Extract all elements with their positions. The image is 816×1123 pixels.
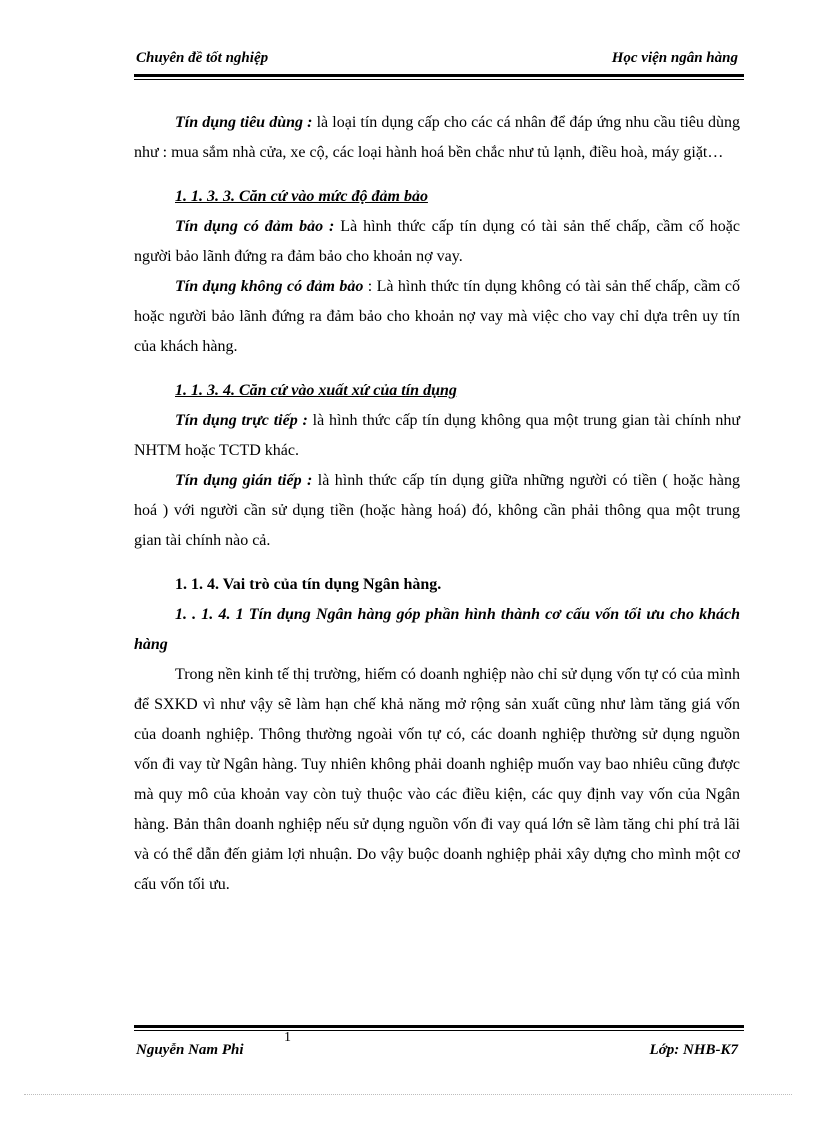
text-direct-credit: là hình thức cấp tín dụng không qua một trung gian tài chính như NHTM hoặc TCTD khác. [134,412,741,459]
paragraph-direct-credit [134,406,740,466]
header-rule-thick [134,74,744,77]
footer-class: Lớp: NHB-K7 [649,1042,738,1058]
text-secured-credit: Là hình thức cấp tín dụng có tài sản thế chấp, cầm cố hoặc người bảo lãnh đứng ra đảm bảo cho khoản nợ vay. [134,218,740,265]
header-rule-thin [134,79,744,80]
page-boundary [24,1094,792,1095]
paragraph-secured-credit [134,212,740,272]
term-indirect-credit: Tín dụng gián tiếp : [175,472,313,489]
footer-author: Nguyễn Nam Phi [136,1042,244,1058]
text-unsecured-credit: : Là hình thức tín dụng không có tài sản thế chấp, cầm cố hoặc người bảo lãnh đứng ra đảm bảo cho khoản nợ vay mà việc cho vay chỉ dựa trên uy tín của khách hàng. [134,278,741,355]
header-left-title: Chuyên đề tốt nghiệp [136,50,269,66]
page-number: 1 [284,1030,291,1045]
text-indirect-credit: là hình thức cấp tín dụng giữa những người có tiền ( hoặc hàng hoá ) với người cần sử dụng tiền (hoặc hàng hoá) đó, không cần phải thông qua một trung gian tài chính nào cả. [134,472,741,549]
term-secured-credit: Tín dụng có đảm bảo : [175,218,335,235]
heading-origin [134,376,740,406]
term-consumer-credit: Tín dụng tiêu dùng : [175,114,313,131]
paragraph-indirect-credit [134,466,740,556]
heading-role: 1. 1. 4. Vai trò của tín dụng Ngân hàng. [175,576,442,593]
heading-origin-text: 1. 1. 3. 4. Căn cứ vào xuất xứ của tín dụng [175,382,457,399]
paragraph-unsecured-credit [134,272,740,362]
page-footer [134,1032,740,1062]
page-header [134,46,740,72]
spacer [134,556,740,570]
spacer [134,168,740,182]
paragraph-capital-structure: Trong nền kinh tế thị trường, hiếm có doanh nghiệp nào chỉ sử dụng vốn tự có của mình để SXKD vì như vậy sẽ làm hạn chế khả năng mở rộng sản xuất cũng như làm tăng giá vốn của doanh nghiệp. Thông thường ngoài vốn tự có, các doanh nghiệp thường sử dụng nguồn vốn đi vay từ Ngân hàng. Tuy nhiên không phải doanh nghiệp muốn vay bao nhiêu cũng được mà quy mô của khoản vay còn tuỳ thuộc vào các điều kiện, các quy định vay vốn của Ngân hàng. Bản thân doanh nghiệp nếu sử dụng nguồn vốn đi vay quá lớn sẽ làm tăng chi phí trả lãi và có thể dẫn đến giảm lợi nhuận. Do vậy buộc doanh nghiệp phải xây dựng cho mình một cơ cấu vốn tối ưu. [134,666,740,893]
footer-rule-thin [134,1030,744,1031]
term-direct-credit: Tín dụng trực tiếp : [175,412,308,429]
body-text [134,108,740,900]
heading-capital-structure: 1. . 1. 4. 1 Tín dụng Ngân hàng góp phần hình thành cơ cấu vốn tối ưu cho khách hàng [134,606,740,653]
heading-guarantee-text: 1. 1. 3. 3. Căn cứ vào mức độ đảm bảo [175,188,428,205]
header-right-title: Học viện ngân hàng [611,50,738,66]
paragraph-consumer-credit [134,108,740,168]
text-consumer-credit: là loại tín dụng cấp cho các cá nhân để đáp ứng nhu cầu tiêu dùng như : mua sắm nhà cửa, xe cộ, các loại hành hoá bền chắc như tủ lạnh, điều hoà, máy giặt… [134,114,740,161]
spacer [134,362,740,376]
footer-rule-thick [134,1025,744,1028]
term-unsecured-credit: Tín dụng không có đảm bảo [175,278,364,295]
heading-guarantee [134,182,740,212]
